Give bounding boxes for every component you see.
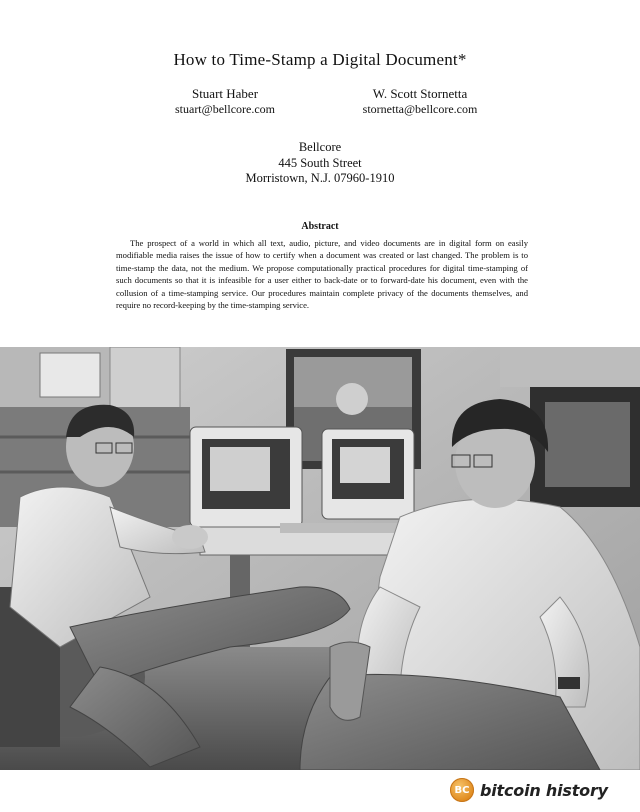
paper-header <box>0 0 640 346</box>
bitcoin-history-logo-icon: BC <box>450 778 474 802</box>
watermark-brand <box>450 775 640 805</box>
author-name: Stuart Haber <box>191 86 259 101</box>
photograph-of-two-men-in-office-icon <box>0 347 640 770</box>
affiliation-org: Bellcore <box>298 140 342 154</box>
author-email: stornetta@bellcore.com <box>362 102 478 116</box>
author-1 <box>140 86 310 117</box>
affiliation-city: Morristown, N.J. 07960-1910 <box>245 171 395 185</box>
brand-text: bitcoin history <box>480 780 608 800</box>
affiliation-street: 445 South Street <box>278 155 362 170</box>
author-2 <box>335 86 505 117</box>
author-name: W. Scott Stornetta <box>372 86 468 101</box>
affiliation <box>0 140 640 187</box>
abstract-heading: Abstract <box>301 221 339 232</box>
paper-title: How to Time-Stamp a Digital Document* <box>173 50 467 69</box>
abstract-text: The prospect of a world in which all text, audio, picture, and video documents are in digital form on easily modifiable media raises the issue of how to certify when a document was created or last changed. The problem is to time-stamp the data, not the medium. We propose computationally practical procedures for digital time-stamping of such documents so that it is infeasible for a user either to back-date or to forward-date his document, even with the collusion of a time-stamping service. Our procedures maintain complete privacy of the documents themselves, and require no record-keeping by the time-stamping service. <box>116 238 528 311</box>
photograph <box>0 347 640 770</box>
author-email: stuart@bellcore.com <box>174 102 275 116</box>
